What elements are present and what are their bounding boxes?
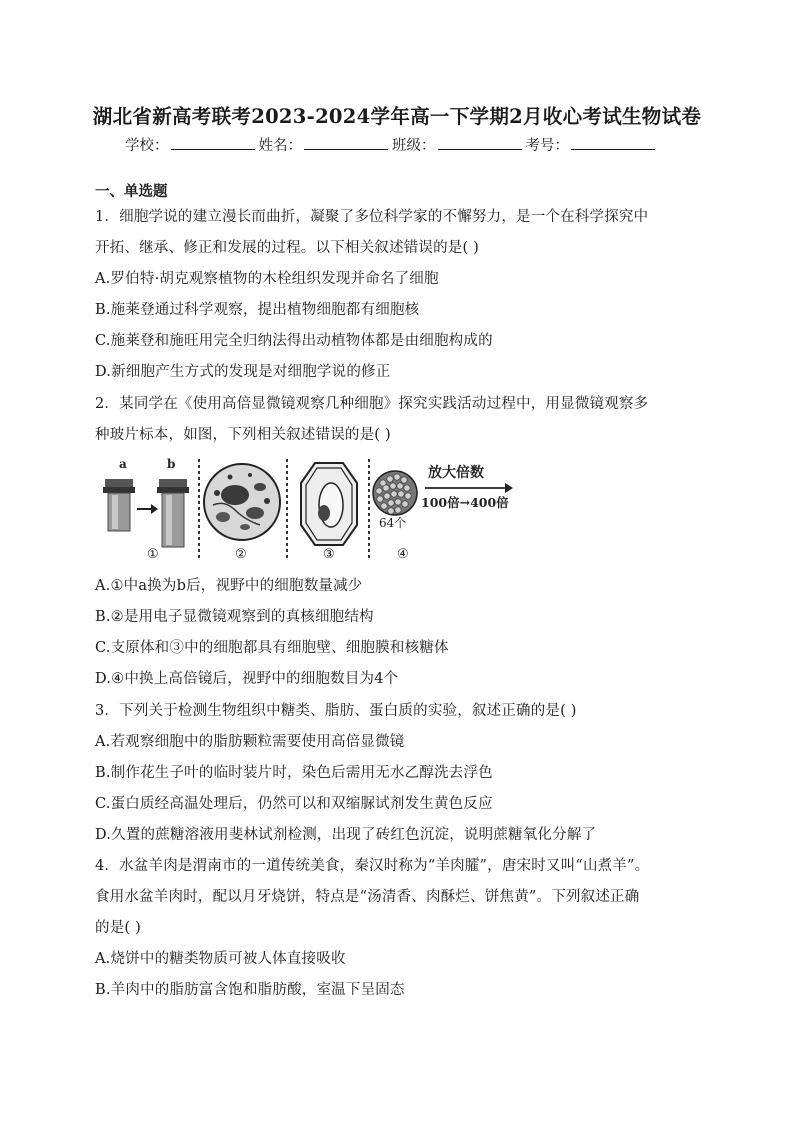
name-blank[interactable]: [304, 136, 388, 150]
question-4-stem-line-3: 的是( ): [95, 920, 141, 936]
question-1-stem-line-2: 开拓、继承、修正和发展的过程。以下相关叙述错误的是( ): [95, 240, 480, 256]
question-3-option-c: C.蛋白质经高温处理后，仍然可以和双缩脲试剂发生黄色反应: [95, 796, 493, 812]
question-4-option-a: A.烧饼中的糖类物质可被人体直接吸收: [95, 951, 346, 967]
panel-3-label: ③: [323, 547, 335, 562]
plant-cell-nucleus: [318, 505, 330, 521]
question-2-option-d: D.④中换上高倍镜后，视野中的细胞数目为4个: [95, 671, 399, 687]
objective-b-label: b: [167, 457, 176, 471]
magnification-title: 放大倍数: [428, 465, 484, 481]
student-info-line: [125, 134, 659, 155]
panel-4-label: ④: [397, 547, 409, 562]
question-1-option-d: D.新细胞产生方式的发现是对细胞学说的修正: [95, 364, 391, 380]
question-4-stem-line-1: 4．水盆羊肉是渭南市的一道传统美食，秦汉时称为“羊肉臛”，唐宋时又叫“山煮羊”。: [95, 858, 650, 874]
electron-micrograph-panel: [204, 464, 280, 562]
question-2-stem-line-1: 2．某同学在《使用高倍显微镜观察几种细胞》探究实践活动过程中，用显微镜观察多: [95, 396, 649, 412]
question-3-option-d: D.久置的蔗糖溶液用斐林试剂检测，出现了砖红色沉淀，说明蔗糖氧化分解了: [95, 827, 597, 843]
question-1-option-c: C.施莱登和施旺用完全归纳法得出动植物体都是由细胞构成的: [95, 333, 493, 349]
question-1-stem-line-1: 1．细胞学说的建立漫长而曲折，凝聚了多位科学家的不懈努力，是一个在科学探究中: [95, 209, 649, 225]
question-1-option-a: A.罗伯特·胡克观察植物的木栓组织发现并命名了细胞: [95, 271, 439, 287]
class-label: 班级：: [392, 138, 436, 154]
section-heading: 一、单选题: [95, 183, 168, 200]
school-blank[interactable]: [171, 136, 255, 150]
page-title: 湖北省新高考联考2023-2024学年高一下学期2月收心考试生物试卷: [92, 105, 702, 128]
magnification-change: 100倍→400倍: [421, 495, 509, 510]
question-2-stem-line-2: 种玻片标本，如图，下列相关叙述错误的是( ): [95, 427, 391, 443]
exam-number-label: 考号：: [525, 138, 569, 154]
question-3-stem-line-1: 3．下列关于检测生物组织中糖类、脂肪、蛋白质的实验，叙述正确的是( ): [95, 703, 577, 719]
question-1-option-b: B.施莱登通过科学观察，提出植物细胞都有细胞核: [95, 302, 420, 318]
question-2-figure: [95, 455, 515, 563]
plant-cell-panel: [301, 463, 357, 562]
question-4-stem-line-2: 食用水盆羊肉时，配以月牙烧饼，特点是“汤清香、肉酥烂、饼焦黄”。下列叙述正确: [95, 889, 640, 905]
panel-1-label: ①: [147, 547, 159, 562]
question-2-option-c: C.支原体和③中的细胞都具有细胞壁、细胞膜和核糖体: [95, 640, 449, 656]
question-2-option-b: B.②是用电子显微镜观察到的真核细胞结构: [95, 609, 374, 625]
field-of-view-panel: [373, 464, 513, 562]
exam-number-blank[interactable]: [571, 136, 655, 150]
question-3-option-a: A.若观察细胞中的脂肪颗粒需要使用高倍显微镜: [95, 734, 405, 750]
cell-count-label: 64个: [379, 516, 407, 530]
class-blank[interactable]: [438, 136, 522, 150]
question-4-option-b: B.羊肉中的脂肪富含饱和脂肪酸，室温下呈固态: [95, 982, 405, 998]
objective-a-label: a: [119, 457, 127, 471]
objective-lens-panel: [103, 457, 189, 562]
question-3-option-b: B.制作花生子叶的临时装片时，染色后需用无水乙醇洗去浮色: [95, 765, 493, 781]
school-label: 学校：: [125, 138, 169, 154]
question-2-option-a: A.①中a换为b后，视野中的细胞数量减少: [95, 578, 363, 594]
name-label: 姓名：: [258, 138, 302, 154]
panel-2-label: ②: [235, 547, 247, 562]
